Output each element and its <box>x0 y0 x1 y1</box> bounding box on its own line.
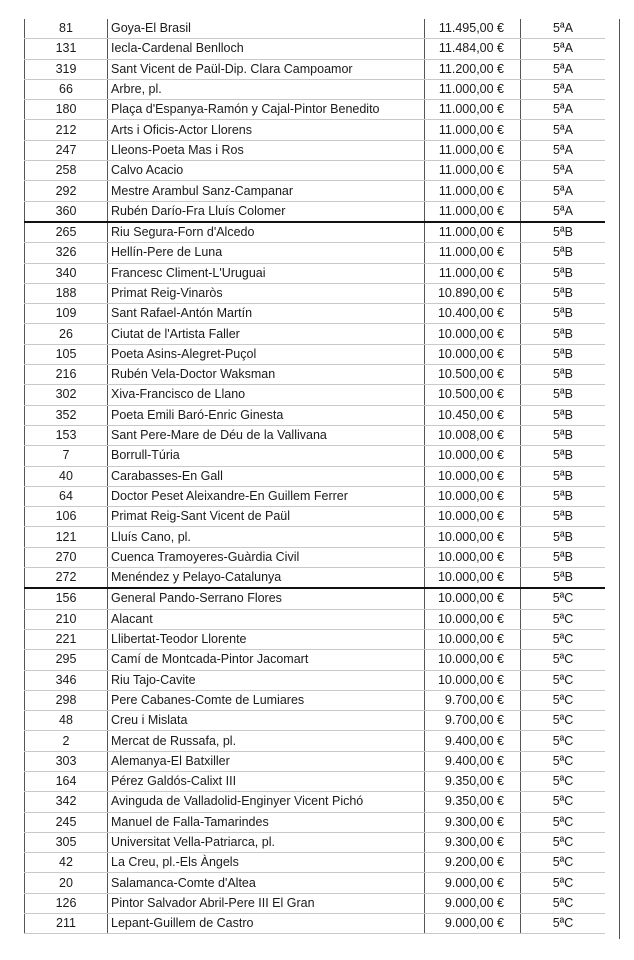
amount-cell: 9.400,00 € <box>425 731 521 751</box>
category-cell: 5ªA <box>521 201 606 222</box>
falla-name-cell: Plaça d'Espanya-Ramón y Cajal-Pintor Benedito <box>108 100 425 120</box>
falla-name-cell: Riu Tajo-Cavite <box>108 670 425 690</box>
falla-name-cell: Iecla-Cardenal Benlloch <box>108 39 425 59</box>
amount-cell: 9.400,00 € <box>425 751 521 771</box>
falla-name-cell: Poeta Asins-Alegret-Puçol <box>108 344 425 364</box>
table-row <box>25 568 606 589</box>
amount-cell: 10.000,00 € <box>425 568 521 589</box>
category-cell: 5ªC <box>521 914 606 934</box>
falla-name-cell: Xiva-Francisco de Llano <box>108 385 425 405</box>
falla-name-cell: Llibertat-Teodor Llorente <box>108 629 425 649</box>
falla-number-cell: 153 <box>25 425 108 445</box>
table-row <box>25 588 606 609</box>
category-cell: 5ªC <box>521 731 606 751</box>
table-row <box>25 59 606 79</box>
category-cell: 5ªC <box>521 609 606 629</box>
category-cell: 5ªB <box>521 263 606 283</box>
amount-cell: 11.495,00 € <box>425 19 521 39</box>
falla-number-cell: 270 <box>25 547 108 567</box>
table-row <box>25 100 606 120</box>
table-row <box>25 243 606 263</box>
falla-name-cell: Salamanca-Comte d'Altea <box>108 873 425 893</box>
falla-name-cell: Hellín-Pere de Luna <box>108 243 425 263</box>
falla-number-cell: 360 <box>25 201 108 222</box>
falla-number-cell: 319 <box>25 59 108 79</box>
falla-number-cell: 64 <box>25 486 108 506</box>
table-row <box>25 324 606 344</box>
category-cell: 5ªB <box>521 365 606 385</box>
amount-cell: 11.200,00 € <box>425 59 521 79</box>
falla-name-cell: Rubén Vela-Doctor Waksman <box>108 365 425 385</box>
amount-cell: 10.450,00 € <box>425 405 521 425</box>
category-cell: 5ªC <box>521 650 606 670</box>
table-row <box>25 39 606 59</box>
table-row <box>25 446 606 466</box>
table-row <box>25 344 606 364</box>
category-cell: 5ªB <box>521 425 606 445</box>
amount-cell: 10.500,00 € <box>425 385 521 405</box>
amount-cell: 10.000,00 € <box>425 650 521 670</box>
falla-number-cell: 126 <box>25 893 108 913</box>
table-row <box>25 385 606 405</box>
falla-number-cell: 81 <box>25 19 108 39</box>
falla-number-cell: 216 <box>25 365 108 385</box>
falla-number-cell: 180 <box>25 100 108 120</box>
falla-name-cell: Rubén Darío-Fra Lluís Colomer <box>108 201 425 222</box>
falla-name-cell: Francesc Climent-L'Uruguai <box>108 263 425 283</box>
falla-number-cell: 305 <box>25 832 108 852</box>
category-cell: 5ªB <box>521 283 606 303</box>
table-row <box>25 425 606 445</box>
category-cell: 5ªA <box>521 100 606 120</box>
category-cell: 5ªA <box>521 140 606 160</box>
amount-cell: 10.000,00 € <box>425 588 521 609</box>
falla-number-cell: 42 <box>25 853 108 873</box>
table-row <box>25 405 606 425</box>
category-cell: 5ªC <box>521 690 606 710</box>
falla-number-cell: 2 <box>25 731 108 751</box>
falla-name-cell: Doctor Peset Aleixandre-En Guillem Ferrer <box>108 486 425 506</box>
falla-name-cell: Sant Vicent de Paül-Dip. Clara Campoamor <box>108 59 425 79</box>
amount-cell: 9.200,00 € <box>425 853 521 873</box>
falla-number-cell: 298 <box>25 690 108 710</box>
amount-cell: 10.890,00 € <box>425 283 521 303</box>
table-row <box>25 812 606 832</box>
amount-cell: 10.000,00 € <box>425 507 521 527</box>
category-cell: 5ªB <box>521 324 606 344</box>
falla-number-cell: 258 <box>25 161 108 181</box>
falla-number-cell: 109 <box>25 304 108 324</box>
falla-name-cell: Sant Pere-Mare de Déu de la Vallivana <box>108 425 425 445</box>
falla-number-cell: 66 <box>25 79 108 99</box>
falla-number-cell: 340 <box>25 263 108 283</box>
falla-budget-table <box>24 19 605 934</box>
category-cell: 5ªC <box>521 873 606 893</box>
falla-name-cell: La Creu, pl.-Els Àngels <box>108 853 425 873</box>
amount-cell: 9.350,00 € <box>425 771 521 791</box>
falla-number-cell: 342 <box>25 792 108 812</box>
falla-name-cell: Creu i Mislata <box>108 711 425 731</box>
amount-cell: 10.000,00 € <box>425 547 521 567</box>
falla-number-cell: 302 <box>25 385 108 405</box>
falla-number-cell: 247 <box>25 140 108 160</box>
amount-cell: 11.000,00 € <box>425 100 521 120</box>
amount-cell: 9.350,00 € <box>425 792 521 812</box>
falla-name-cell: Pérez Galdós-Calixt III <box>108 771 425 791</box>
category-cell: 5ªB <box>521 466 606 486</box>
table-row <box>25 853 606 873</box>
table-row <box>25 547 606 567</box>
falla-name-cell: Cuenca Tramoyeres-Guàrdia Civil <box>108 547 425 567</box>
category-cell: 5ªB <box>521 344 606 364</box>
category-cell: 5ªC <box>521 751 606 771</box>
falla-number-cell: 211 <box>25 914 108 934</box>
falla-name-cell: Primat Reig-Vinaròs <box>108 283 425 303</box>
amount-cell: 10.000,00 € <box>425 609 521 629</box>
table-row <box>25 792 606 812</box>
category-cell: 5ªA <box>521 59 606 79</box>
amount-cell: 11.000,00 € <box>425 79 521 99</box>
falla-name-cell: Camí de Montcada-Pintor Jacomart <box>108 650 425 670</box>
amount-cell: 11.000,00 € <box>425 201 521 222</box>
category-cell: 5ªB <box>521 547 606 567</box>
amount-cell: 11.000,00 € <box>425 181 521 201</box>
falla-name-cell: Arbre, pl. <box>108 79 425 99</box>
falla-number-cell: 352 <box>25 405 108 425</box>
category-cell: 5ªA <box>521 120 606 140</box>
category-cell: 5ªB <box>521 304 606 324</box>
table-row <box>25 893 606 913</box>
falla-number-cell: 164 <box>25 771 108 791</box>
amount-cell: 9.300,00 € <box>425 812 521 832</box>
table-row <box>25 263 606 283</box>
falla-number-cell: 346 <box>25 670 108 690</box>
falla-name-cell: Lleons-Poeta Mas i Ros <box>108 140 425 160</box>
table-row <box>25 711 606 731</box>
amount-cell: 11.484,00 € <box>425 39 521 59</box>
falla-number-cell: 26 <box>25 324 108 344</box>
category-cell: 5ªA <box>521 181 606 201</box>
falla-name-cell: Primat Reig-Sant Vicent de Paül <box>108 507 425 527</box>
amount-cell: 11.000,00 € <box>425 161 521 181</box>
amount-cell: 10.000,00 € <box>425 446 521 466</box>
table-body <box>25 19 606 934</box>
category-cell: 5ªB <box>521 222 606 243</box>
table-row <box>25 222 606 243</box>
amount-cell: 10.000,00 € <box>425 466 521 486</box>
category-cell: 5ªB <box>521 405 606 425</box>
falla-name-cell: Calvo Acacio <box>108 161 425 181</box>
amount-cell: 11.000,00 € <box>425 243 521 263</box>
falla-number-cell: 212 <box>25 120 108 140</box>
amount-cell: 9.300,00 € <box>425 832 521 852</box>
table-row <box>25 486 606 506</box>
falla-number-cell: 303 <box>25 751 108 771</box>
table-row <box>25 914 606 934</box>
table-row <box>25 690 606 710</box>
category-cell: 5ªB <box>521 507 606 527</box>
falla-name-cell: Menéndez y Pelayo-Catalunya <box>108 568 425 589</box>
amount-cell: 10.000,00 € <box>425 670 521 690</box>
table-row <box>25 873 606 893</box>
amount-cell: 9.000,00 € <box>425 914 521 934</box>
falla-name-cell: Lluís Cano, pl. <box>108 527 425 547</box>
table-row <box>25 140 606 160</box>
falla-number-cell: 188 <box>25 283 108 303</box>
falla-number-cell: 156 <box>25 588 108 609</box>
falla-number-cell: 20 <box>25 873 108 893</box>
category-cell: 5ªC <box>521 711 606 731</box>
category-cell: 5ªC <box>521 832 606 852</box>
falla-name-cell: Goya-El Brasil <box>108 19 425 39</box>
category-cell: 5ªC <box>521 893 606 913</box>
right-border-line <box>619 19 620 939</box>
falla-number-cell: 131 <box>25 39 108 59</box>
amount-cell: 11.000,00 € <box>425 120 521 140</box>
amount-cell: 10.008,00 € <box>425 425 521 445</box>
table-row <box>25 466 606 486</box>
category-cell: 5ªC <box>521 853 606 873</box>
falla-name-cell: Universitat Vella-Patriarca, pl. <box>108 832 425 852</box>
falla-name-cell: Pere Cabanes-Comte de Lumiares <box>108 690 425 710</box>
category-cell: 5ªB <box>521 568 606 589</box>
category-cell: 5ªA <box>521 39 606 59</box>
amount-cell: 11.000,00 € <box>425 140 521 160</box>
falla-number-cell: 295 <box>25 650 108 670</box>
falla-name-cell: Poeta Emili Baró-Enric Ginesta <box>108 405 425 425</box>
falla-number-cell: 40 <box>25 466 108 486</box>
falla-name-cell: Pintor Salvador Abril-Pere III El Gran <box>108 893 425 913</box>
falla-name-cell: General Pando-Serrano Flores <box>108 588 425 609</box>
falla-number-cell: 265 <box>25 222 108 243</box>
category-cell: 5ªC <box>521 812 606 832</box>
falla-number-cell: 272 <box>25 568 108 589</box>
category-cell: 5ªC <box>521 792 606 812</box>
falla-number-cell: 48 <box>25 711 108 731</box>
table-row <box>25 19 606 39</box>
table-row <box>25 609 606 629</box>
table-row <box>25 832 606 852</box>
amount-cell: 10.000,00 € <box>425 344 521 364</box>
category-cell: 5ªB <box>521 446 606 466</box>
table-row <box>25 365 606 385</box>
table-row <box>25 771 606 791</box>
table-row <box>25 120 606 140</box>
category-cell: 5ªC <box>521 588 606 609</box>
table-row <box>25 181 606 201</box>
falla-number-cell: 7 <box>25 446 108 466</box>
falla-name-cell: Lepant-Guillem de Castro <box>108 914 425 934</box>
falla-number-cell: 106 <box>25 507 108 527</box>
falla-name-cell: Alemanya-El Batxiller <box>108 751 425 771</box>
category-cell: 5ªB <box>521 486 606 506</box>
category-cell: 5ªB <box>521 527 606 547</box>
table-row <box>25 283 606 303</box>
category-cell: 5ªC <box>521 629 606 649</box>
amount-cell: 9.000,00 € <box>425 893 521 913</box>
amount-cell: 10.000,00 € <box>425 486 521 506</box>
falla-name-cell: Sant Rafael-Antón Martín <box>108 304 425 324</box>
falla-number-cell: 105 <box>25 344 108 364</box>
falla-number-cell: 121 <box>25 527 108 547</box>
table-row <box>25 650 606 670</box>
amount-cell: 9.000,00 € <box>425 873 521 893</box>
falla-name-cell: Alacant <box>108 609 425 629</box>
falla-name-cell: Ciutat de l'Artista Faller <box>108 324 425 344</box>
category-cell: 5ªB <box>521 385 606 405</box>
falla-name-cell: Riu Segura-Forn d'Alcedo <box>108 222 425 243</box>
amount-cell: 10.400,00 € <box>425 304 521 324</box>
falla-number-cell: 221 <box>25 629 108 649</box>
category-cell: 5ªA <box>521 161 606 181</box>
table-row <box>25 161 606 181</box>
amount-cell: 9.700,00 € <box>425 690 521 710</box>
falla-name-cell: Carabasses-En Gall <box>108 466 425 486</box>
table-row <box>25 507 606 527</box>
amount-cell: 9.700,00 € <box>425 711 521 731</box>
falla-name-cell: Arts i Oficis-Actor Llorens <box>108 120 425 140</box>
table-row <box>25 731 606 751</box>
amount-cell: 10.000,00 € <box>425 527 521 547</box>
amount-cell: 11.000,00 € <box>425 263 521 283</box>
table-row <box>25 670 606 690</box>
falla-number-cell: 210 <box>25 609 108 629</box>
falla-name-cell: Manuel de Falla-Tamarindes <box>108 812 425 832</box>
category-cell: 5ªC <box>521 771 606 791</box>
table-row <box>25 527 606 547</box>
amount-cell: 10.000,00 € <box>425 324 521 344</box>
table-row <box>25 79 606 99</box>
category-cell: 5ªA <box>521 79 606 99</box>
falla-name-cell: Mestre Arambul Sanz-Campanar <box>108 181 425 201</box>
falla-name-cell: Avinguda de Valladolid-Enginyer Vicent Pichó <box>108 792 425 812</box>
falla-number-cell: 245 <box>25 812 108 832</box>
table-row <box>25 629 606 649</box>
table-row <box>25 751 606 771</box>
category-cell: 5ªC <box>521 670 606 690</box>
falla-number-cell: 326 <box>25 243 108 263</box>
falla-name-cell: Borrull-Túria <box>108 446 425 466</box>
table-row <box>25 201 606 222</box>
amount-cell: 11.000,00 € <box>425 222 521 243</box>
category-cell: 5ªB <box>521 243 606 263</box>
falla-number-cell: 292 <box>25 181 108 201</box>
amount-cell: 10.000,00 € <box>425 629 521 649</box>
amount-cell: 10.500,00 € <box>425 365 521 385</box>
table-row <box>25 304 606 324</box>
falla-name-cell: Mercat de Russafa, pl. <box>108 731 425 751</box>
category-cell: 5ªA <box>521 19 606 39</box>
